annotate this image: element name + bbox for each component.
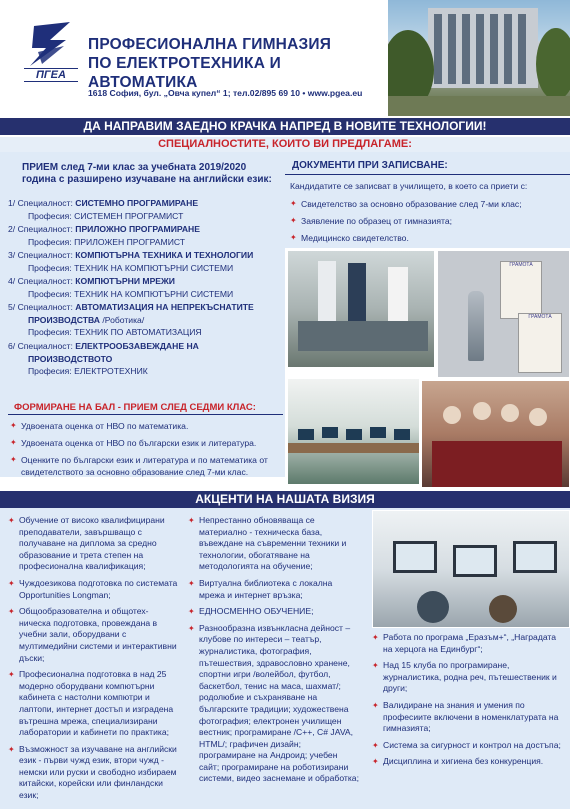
- spec-pre: Специалност:: [17, 250, 76, 260]
- spec-num: 1/: [8, 198, 16, 208]
- classroom-computers-photo: [372, 510, 570, 628]
- specialties-banner: СПЕЦИАЛНОСТИТЕ, КОИТО ВИ ПРЕДЛАГАМЕ:: [0, 137, 570, 152]
- spec-name: СИСТЕМНО ПРОГРАМИРАНЕ: [75, 198, 199, 208]
- admission-line1: ПРИЕМ след 7-ми клас за учебната 2019/2020: [22, 162, 247, 173]
- specialty-4: [8, 275, 280, 301]
- vision-item: ✦ Виртуална библиотека с локална мрежа и интернет връзка;: [188, 578, 360, 601]
- grading-list: [10, 420, 282, 478]
- spec-name-cont: ПРОИЗВОДСТВОТО: [28, 353, 113, 364]
- specialty-list: [8, 197, 280, 379]
- spec-num: 3/: [8, 250, 16, 260]
- spec-name: АВТОМАТИЗАЦИЯ НА НЕПРЕКЪСНАТИТЕ: [75, 302, 254, 312]
- specialty-2: [8, 223, 280, 249]
- slogan-banner: ДА НАПРАВИМ ЗАЕДНО КРАЧКА НАПРЕД В НОВИТЕ ТЕХНОЛОГИИ!: [0, 118, 570, 135]
- spec-name: ЕЛЕКТРООБЗАВЕЖДАНЕ НА: [75, 341, 199, 351]
- spec-pre: Специалност:: [17, 276, 76, 286]
- vision-item: ✦ Разнообразна извънкласна дейност – клубове по интереси – театър, журналистика, фотография, пътешествия, здравословно хранене, спортни игри /волейбол, футбол, баскетбол, тенис на маса, шахмат/; родолюбие и съхраняване на българските традиции; художествена фотография; електронен училищен вестник; програмиране /С++, С# JAVA, HTML/; графичен дизайн; програмиране на Андроид; учебен сайт; програмиране на роботизирани системи, видео заснемане и обработка;: [188, 623, 360, 785]
- school-name: [88, 35, 378, 92]
- documents-heading: ДОКУМЕНТИ ПРИ ЗАПИСВАНЕ:: [292, 160, 448, 171]
- spec-profession: Професия: ПРИЛОЖЕН ПРОГРАМИСТ: [28, 236, 186, 247]
- vision-item: ✦ Дисциплина и хигиена без конкуренция.: [372, 756, 564, 768]
- vision-banner: АКЦЕНТИ НА НАШАТА ВИЗИЯ: [0, 491, 570, 508]
- spec-pre: Специалност:: [17, 224, 76, 234]
- vision-item: ✦ Чуждоезикова подготовка по системата Opportunities Longman;: [8, 578, 178, 601]
- trophy-icon: [468, 291, 484, 361]
- grading-item: ✦ Удвоената оценка от НВО по математика.: [10, 420, 282, 432]
- grading-item: ✦ Удвоената оценка от НВО по български език и литература.: [10, 437, 282, 449]
- vision-item: ✦ ЕДНОСМЕННО ОБУЧЕНИЕ;: [188, 606, 360, 618]
- certificates-photo: [437, 250, 570, 378]
- logo-text: ПГЕА: [24, 68, 78, 82]
- building-photo: [388, 0, 570, 116]
- spec-profession: Професия: ТЕХНИК НА КОМПЮТЪРНИ СИСТЕМИ: [28, 262, 234, 273]
- grading-heading: ФОРМИРАНЕ НА БАЛ - ПРИЕМ СЛЕД СЕДМИ КЛАС:: [14, 402, 256, 413]
- vision-item: ✦ Система за сигурност и контрол на достъпа;: [372, 740, 564, 752]
- spec-profession: Професия: ЕЛЕКТРОТЕХНИК: [28, 366, 148, 376]
- specialty-6: [8, 340, 280, 379]
- vision-item: ✦ Общообразователна и общотех-ническа подготовка, провеждана в учебни зали, оборудвани с мултимедийни системи и интерактивни дъски;: [8, 606, 178, 664]
- specialty-3: [8, 249, 280, 275]
- certificate-2: [518, 313, 562, 373]
- specialty-5: [8, 301, 280, 340]
- document-item: ✦ Медицинско свидетелство.: [290, 231, 565, 245]
- spec-profession: Професия: СИСТЕМЕН ПРОГРАМИСТ: [28, 210, 184, 221]
- school-logo: [20, 18, 82, 86]
- spec-extra: /Роботика/: [99, 314, 145, 325]
- vision-item: ✦ Над 15 клуба по програмиране, журналистика, родна реч, пътешественик и други;: [372, 660, 564, 695]
- vision-item: ✦ Непрестанно обновяваща се материално - техническа база, въвеждане на съвременни техники и технологии, обогатяване на методологията на обучение;: [188, 515, 360, 573]
- spec-name-cont: ПРОИЗВОДСТВА: [28, 314, 100, 325]
- grading-divider: [8, 414, 283, 415]
- certificate-label: ГРАМОТА: [528, 314, 552, 320]
- certificate-1: [500, 261, 542, 319]
- grading-item: ✦ Оценките по български език и литература и по математика от свидетелството за основно образование след 7-ми клас.: [10, 454, 282, 478]
- spec-pre: Специалност:: [17, 302, 76, 312]
- document-item: ✦ Свидетелство за основно образование след 7-ми клас;: [290, 197, 565, 211]
- vision-column-2: [188, 515, 360, 785]
- spec-profession: Професия: ТЕХНИК НА КОМПЮТЪРНИ СИСТЕМИ: [28, 288, 234, 299]
- spec-profession: Професия: ТЕХНИК ПО АВТОМАТИЗАЦИЯ: [28, 327, 202, 337]
- vision-item: ✦ Професионална подготовка в над 25 модерно оборудвани компютърни кабинета с настолни компютри и лаптопи, интернет достъп и изградена вътрешна мрежа, специализирани лаборатории и кабинети по практика;: [8, 669, 178, 739]
- vision-item: ✦ Работа по програма „Еразъм+“, „Наградата на херцога на Единбург“;: [372, 632, 564, 655]
- admission-heading: [22, 162, 282, 186]
- specialty-1: [8, 197, 280, 223]
- spec-num: 6/: [8, 341, 16, 351]
- students-costume-photo: [421, 380, 570, 488]
- vision-item: ✦ Обучение от високо квалифицирани преподаватели, завършващо с получаване на диплома за средно образование и трета степен на професионална квалификация;: [8, 515, 178, 573]
- spec-num: 2/: [8, 224, 16, 234]
- school-name-line1: ПРОФЕСИОНАЛНА ГИМНАЗИЯ: [88, 36, 332, 53]
- documents-list: [290, 197, 565, 245]
- spec-name: КОМПЮТЪРНИ МРЕЖИ: [75, 276, 175, 286]
- computer-lab-photo: [287, 378, 420, 485]
- vision-column-1: [8, 515, 178, 802]
- lab-photo: [287, 250, 435, 368]
- spec-pre: Специалност:: [17, 341, 76, 351]
- vision-item: ✦ Валидиране на знания и умения по професиите включени в номенклатурата на гимназията;: [372, 700, 564, 735]
- spec-pre: Специалност:: [17, 198, 76, 208]
- vision-column-3: [372, 632, 564, 768]
- certificate-label: ГРАМОТА: [509, 262, 533, 268]
- admission-line2: година с разширено изучаване на английски език:: [22, 174, 272, 185]
- document-item: ✦ Заявление по образец от гимназията;: [290, 214, 565, 228]
- contact-line: 1618 София, бул. „Овча купел“ 1; тел.02/895 69 10 • www.pgea.eu: [88, 88, 363, 98]
- school-name-line2: ПО ЕЛЕКТРОТЕХНИКА И АВТОМАТИКА: [88, 55, 281, 91]
- spec-num: 5/: [8, 302, 16, 312]
- spec-name: КОМПЮТЪРНА ТЕХНИКА И ТЕХНОЛОГИИ: [75, 250, 254, 260]
- documents-divider: [285, 174, 570, 175]
- spec-num: 4/: [8, 276, 16, 286]
- vision-item: ✦ Възможност за изучаване на английски език - първи чужд език, втори чужд - немски или руски и свободно избираем китайски, корейски или финландски език;: [8, 744, 178, 802]
- documents-intro: Кандидатите се записват в училището, в което са приети с:: [290, 181, 528, 191]
- spec-name: ПРИЛОЖНО ПРОГРАМИРАНЕ: [75, 224, 200, 234]
